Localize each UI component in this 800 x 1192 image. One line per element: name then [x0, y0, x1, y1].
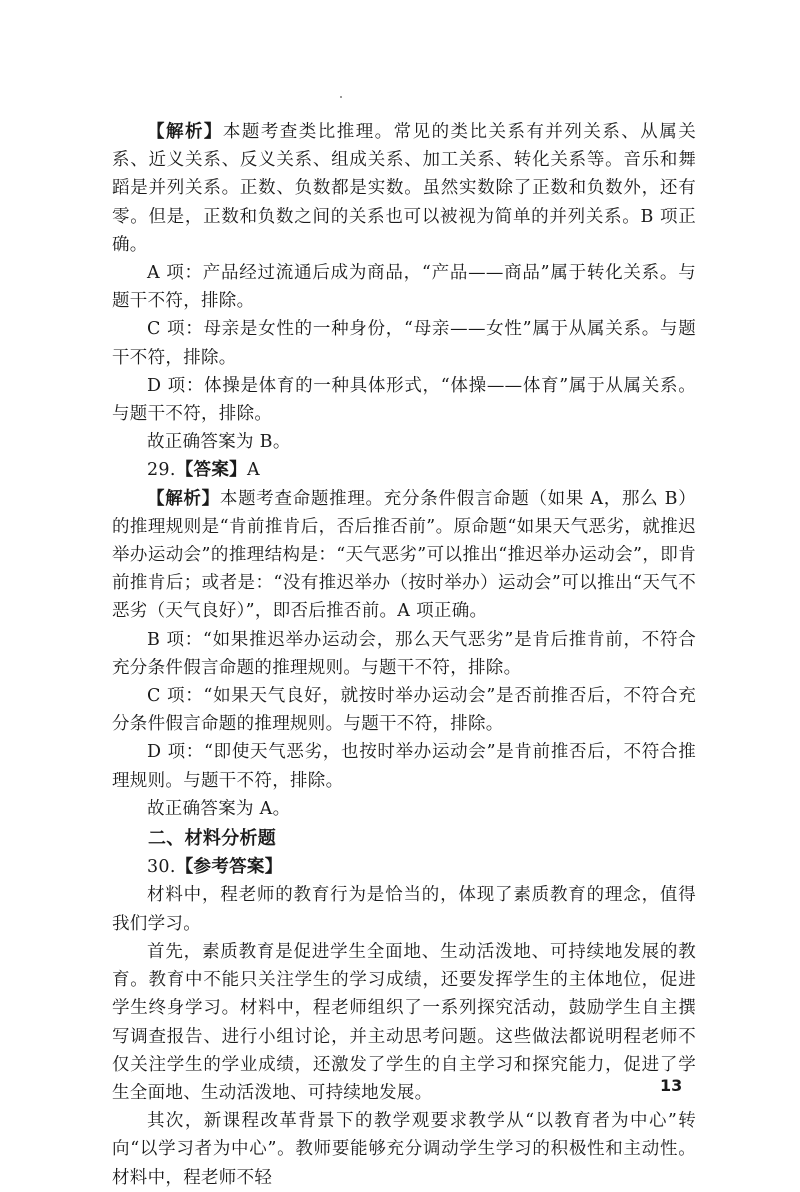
q30-paragraph-2: 首先，素质教育是促进学生全面地、生动活泼地、可持续地发展的教育。教育中不能只关注学生的学习成绩，还要发挥学生的主体地位，促进学生终身学习。材料中，程老师组织了一系列探究活动，鼓励学生自主撰写调查报告、进行小组讨论，并主动思考问题。这些做法都说明程老师不仅关注学生的学业成绩，还激发了学生的自主学习和探究能力，促进了学生全面地、生动活泼地、可持续地发展。: [112, 941, 696, 1103]
q28-conclusion: 故正确答案为 B。: [147, 432, 291, 453]
scan-speck: [340, 96, 342, 98]
q28-option-a: A 项：产品经过流通后成为商品，“产品——商品”属于转化关系。与题干不符，排除。: [112, 263, 696, 312]
page-number: 13: [660, 1076, 683, 1095]
q29-answer: [112, 456, 696, 484]
q28-option-d: D 项：体操是体育的一种具体形式，“体操——体育”属于从属关系。与题干不符，排除。: [112, 375, 696, 425]
document-body: [112, 118, 696, 1192]
section-heading: 二、材料分析题: [148, 828, 277, 850]
q28-analysis-paragraph: [112, 118, 696, 259]
analysis-label: 【解析】: [147, 122, 223, 142]
analysis-text: 本题考查命题推理。充分条件假言命题（如果 A，那么 B）的推理规则是“肯前推肯后，否后推否前”。原命题“如果天气恶劣，就推迟举办运动会”的推理结构是：“天气恶劣”可以推出“推迟举办运动会”，即肯前推肯后；或者是：“没有推迟举办（按时举办）运动会”可以推出“天气不恶劣（天气良好）”，即否后推否前。A 项正确。: [112, 488, 696, 622]
analysis-text: 本题考查类比推理。常见的类比关系有并列关系、从属关系、近义关系、反义关系、组成关系、加工关系、转化关系等。音乐和舞蹈是并列关系。正数、负数都是实数。虽然实数除了正数和负数外，还有零。但是，正数和负数之间的关系也可以被视为简单的并列关系。B 项正确。: [112, 122, 697, 255]
q29-analysis-paragraph: [112, 485, 696, 626]
q28-option-c: C 项：母亲是女性的一种身份，“母亲——女性”属于从属关系。与题干不符，排除。: [112, 319, 696, 368]
q30-paragraph-3: 其次，新课程改革背景下的教学观要求教学从“以教育者为中心”转向“以学习者为中心”。教师要能够充分调动学生学习的积极性和主动性。材料中，程老师不轻: [112, 1111, 696, 1188]
q29-number: 29.: [147, 460, 176, 481]
q29-conclusion: 故正确答案为 A。: [147, 798, 291, 819]
q30-header: [112, 853, 696, 881]
q30-paragraph-1: 材料中，程老师的教育行为是恰当的，体现了素质教育的理念，值得我们学习。: [112, 885, 696, 934]
answer-label: 【答案】: [175, 460, 247, 481]
analysis-label: 【解析】: [147, 488, 220, 509]
reference-answer-label: 【参考答案】: [175, 857, 283, 878]
q30-number: 30.: [147, 857, 176, 878]
answer-value: A: [246, 460, 260, 481]
q29-option-d: D 项：“即使天气恶劣，也按时举办运动会”是肯前推否后，不符合推理规则。与题干不符，排除。: [112, 742, 696, 791]
q29-option-b: B 项：“如果推迟举办运动会，那么天气恶劣”是肯后推肯前，不符合充分条件假言命题的推理规则。与题干不符，排除。: [112, 629, 696, 678]
q29-option-c: C 项：“如果天气良好，就按时举办运动会”是否前推否后，不符合充分条件假言命题的推理规则。与题干不符，排除。: [112, 686, 696, 735]
